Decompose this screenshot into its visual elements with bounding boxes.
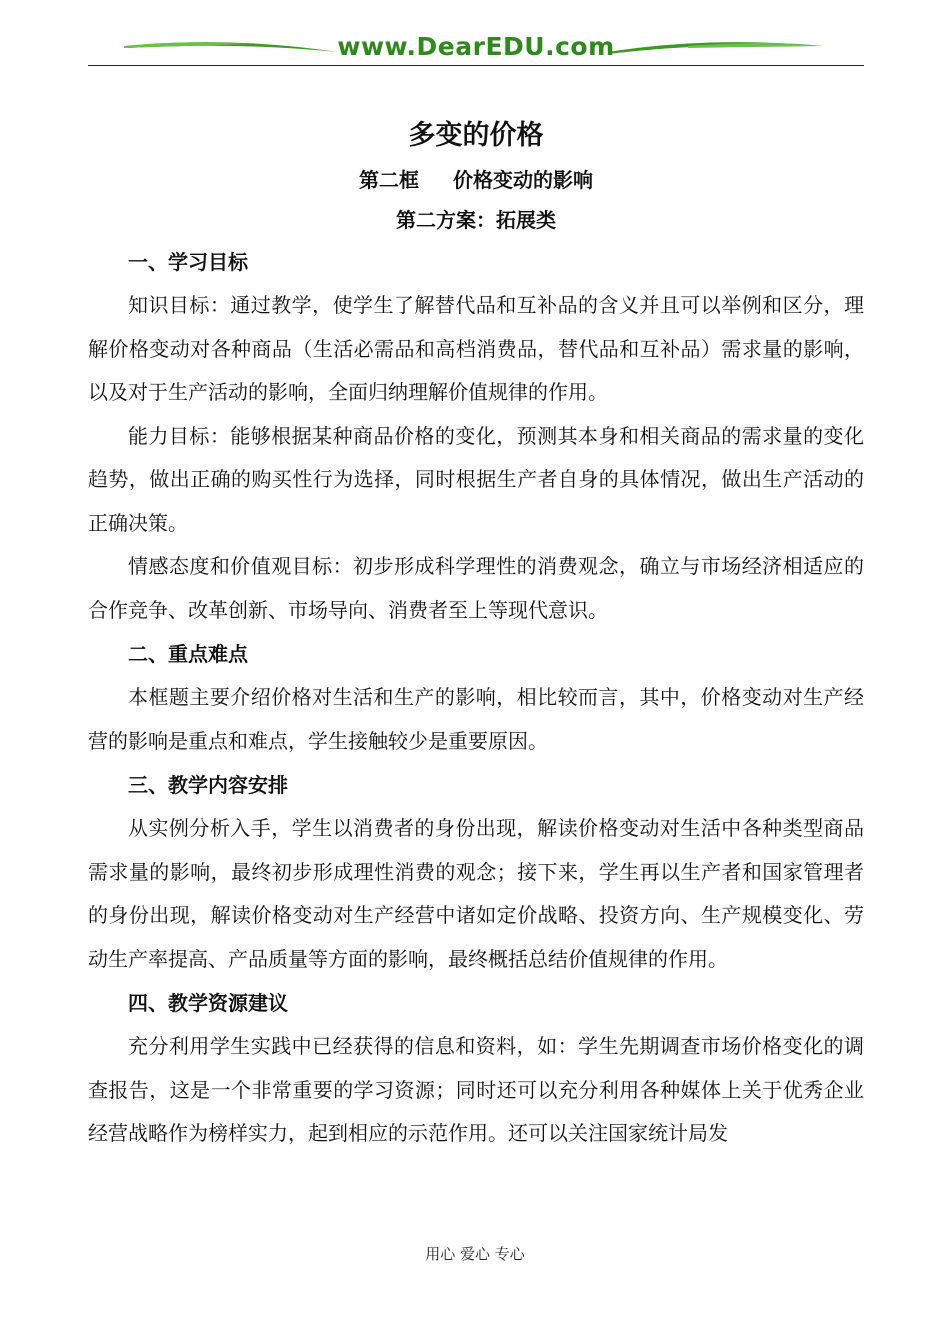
subtitle-chapter: 第二框 (359, 168, 419, 192)
paragraph-resources: 充分利用学生实践中已经获得的信息和资料，如：学生先期调查市场价格变化的调查报告，这是一个非常重要的学习资源；同时还可以充分利用各种媒体上关于优秀企业经营战略作为榜样实力，起到相应的示范作用。还可以关注国家统计局发 (88, 1034, 864, 1145)
section-heading-resources: 四、教学资源建议 (128, 991, 288, 1015)
section-heading-key-points: 二、重点难点 (128, 642, 248, 666)
site-logo[interactable]: www.DearEDU.com (337, 32, 615, 61)
page-title: 多变的价格 (408, 120, 544, 151)
subtitle-topic: 价格变动的影响 (453, 168, 593, 192)
document-subtitle (88, 160, 864, 200)
section-heading-goals: 一、学习目标 (128, 250, 248, 274)
paragraph-values-goal: 情感态度和价值观目标：初步形成科学理性的消费观念，确立与市场经济相适应的合作竞争、改革创新、市场导向、消费者至上等现代意识。 (88, 554, 864, 622)
header-divider (88, 65, 864, 66)
page-footer: 用心 爱心 专心 (425, 1245, 525, 1263)
paragraph-key-points: 本框题主要介绍价格对生活和生产的影响，相比较而言，其中，价格变动对生产经营的影响是重点和难点，学生接触较少是重要原因。 (88, 685, 864, 753)
document-body (88, 112, 864, 1156)
page-header (88, 30, 864, 70)
paragraph-knowledge-goal: 知识目标：通过教学，使学生了解替代品和互补品的含义并且可以举例和区分，理解价格变动对各种商品（生活必需品和高档消费品，替代品和互补品）需求量的影响，以及对于生产活动的影响，全面归纳理解价值规律的作用。 (88, 293, 864, 404)
section-heading-content-plan: 三、教学内容安排 (128, 773, 288, 797)
paragraph-ability-goal: 能力目标：能够根据某种商品价格的变化，预测其本身和相关商品的需求量的变化趋势，做出正确的购买性行为选择，同时根据生产者自身的具体情况，做出生产活动的正确决策。 (88, 423, 864, 535)
plan-label: 第二方案：拓展类 (396, 208, 556, 232)
paragraph-content-plan: 从实例分析入手，学生以消费者的身份出现，解读价格变动对生活中各种类型商品需求量的影响，最终初步形成理性消费的观念；接下来，学生再以生产者和国家管理者的身份出现，解读价格变动对生产经营中诸如定价战略、投资方向、生产规模变化、劳动生产率提高、产品质量等方面的影响，最终概括总结价值规律的作用。 (88, 816, 864, 971)
